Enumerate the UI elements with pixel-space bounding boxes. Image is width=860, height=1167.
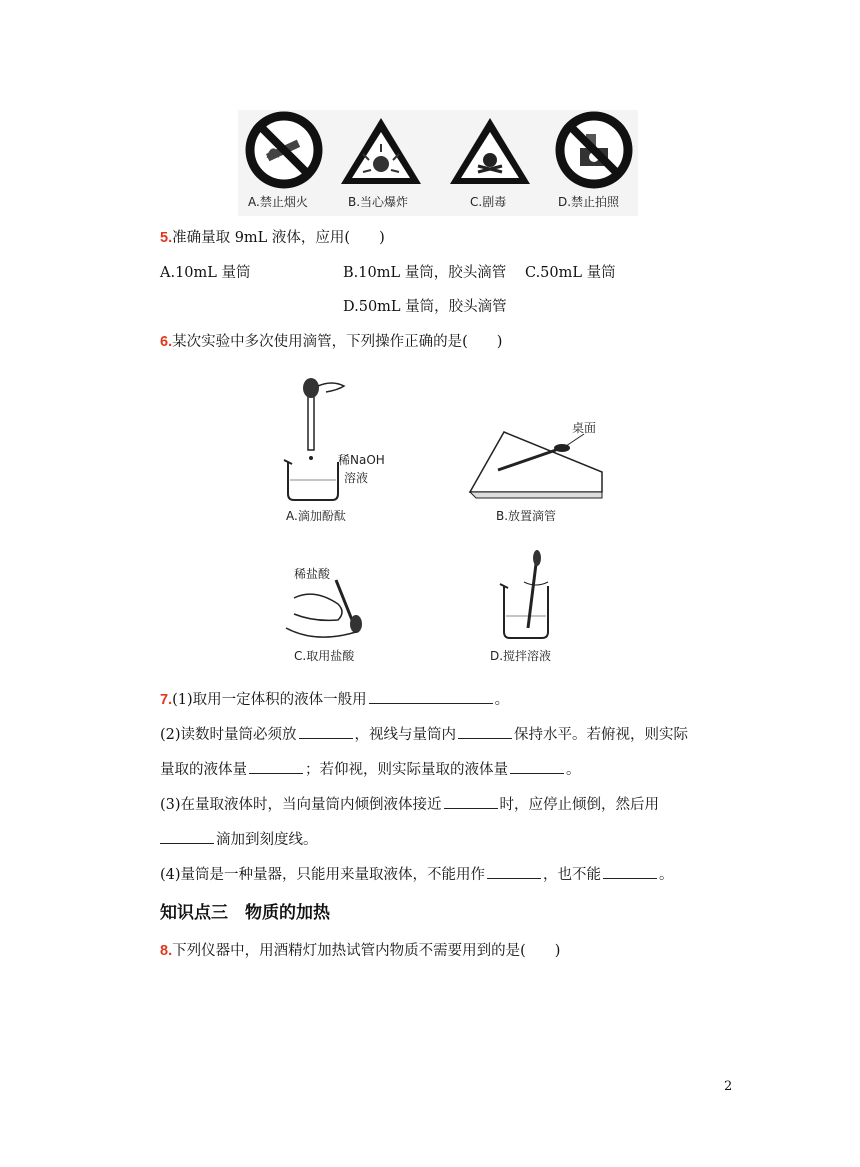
option-c: C.50mL 量筒 xyxy=(525,265,616,281)
question-number: 7. xyxy=(160,692,173,708)
answer-blank[interactable] xyxy=(249,759,303,774)
safety-signs-figure xyxy=(238,110,638,216)
part-2-text-a: (2)读数时量筒必须放 xyxy=(160,727,297,743)
sign-b-label: B.当心爆炸 xyxy=(348,195,409,209)
fig-c-label: C.取用盐酸 xyxy=(294,649,355,663)
option-b: B.10mL 量筒，胶头滴管 xyxy=(343,265,507,281)
fig-d-label: D.搅拌溶液 xyxy=(490,649,552,663)
question-7-part-2-cont xyxy=(160,759,581,780)
answer-blank[interactable] xyxy=(160,829,214,844)
stir-beaker-d-icon xyxy=(500,550,548,638)
option-c-container xyxy=(525,263,616,283)
fig-a-label: A.滴加酚酞 xyxy=(286,509,346,523)
naoh-label-line-2: 溶液 xyxy=(344,471,369,485)
question-6 xyxy=(160,332,502,352)
question-5 xyxy=(160,228,385,248)
question-7-part-1 xyxy=(160,689,509,710)
part-2-text-b: ，视线与量筒内 xyxy=(354,727,457,743)
option-d: D.50mL 量筒，胶头滴管 xyxy=(343,299,507,315)
part-4-text-a: (4)量筒是一种量器，只能用来量取液体，不能用作 xyxy=(160,867,486,883)
question-7-part-2 xyxy=(160,724,688,745)
option-d-container xyxy=(343,297,507,317)
answer-blank[interactable] xyxy=(444,794,498,809)
part-1-text: (1)取用一定体积的液体一般用 xyxy=(172,692,367,708)
hcl-label: 稀盐酸 xyxy=(294,567,331,581)
question-number: 8. xyxy=(160,943,173,959)
question-text: 下列仪器中，用酒精灯加热试管内物质不需要用到的是( ) xyxy=(172,943,561,959)
answer-blank[interactable] xyxy=(299,724,353,739)
option-a: A.10mL 量筒 xyxy=(160,265,251,281)
beaker-dropper-a-icon xyxy=(284,378,344,500)
sign-a-label: A.禁止烟火 xyxy=(248,195,308,209)
question-text: 某次实验中多次使用滴管，下列操作正确的是( ) xyxy=(172,334,503,350)
no-fire-sign-icon xyxy=(250,116,318,184)
question-text: 准确量取 9mL 液体，应用( ) xyxy=(172,230,385,246)
question-number: 5. xyxy=(160,230,173,246)
part-3-text-a: (3)在量取液体时，当向量筒内倾倒液体接近 xyxy=(160,797,442,813)
sign-c-label: C.剧毒 xyxy=(470,195,507,209)
part-2-text-d: 量取的液体量 xyxy=(160,762,247,778)
answer-blank[interactable] xyxy=(603,864,657,879)
sign-d-label: D.禁止拍照 xyxy=(558,195,620,209)
naoh-label-line-1: 稀NaOH xyxy=(338,453,385,467)
part-2-text-c: 保持水平。若俯视，则实际 xyxy=(514,727,689,743)
fig-b-label: B.放置滴管 xyxy=(496,509,557,523)
question-number: 6. xyxy=(160,334,173,350)
answer-blank[interactable] xyxy=(510,759,564,774)
question-8 xyxy=(160,941,560,961)
dropper-operations-figure xyxy=(266,372,606,672)
part-1-end: 。 xyxy=(494,692,510,708)
question-7-part-3 xyxy=(160,794,659,815)
part-2-text-e: ；若仰视，则实际量取的液体量 xyxy=(305,762,508,778)
option-b-container xyxy=(343,263,506,283)
question-7-part-4 xyxy=(160,864,674,885)
part-3-text-c: 滴加到刻度线。 xyxy=(216,832,318,848)
section-heading: 知识点三 物质的加热 xyxy=(160,903,330,923)
dropper-hand-c-icon xyxy=(286,580,362,637)
part-3-text-b: 时，应停止倾倒，然后用 xyxy=(499,797,660,813)
part-2-end: 。 xyxy=(566,762,581,778)
page-number: 2 xyxy=(724,1079,733,1094)
no-photo-sign-icon xyxy=(560,116,628,184)
part-4-text-b: ，也不能 xyxy=(543,867,602,883)
part-4-end: 。 xyxy=(659,867,674,883)
dropper-on-desk-icon xyxy=(470,432,602,498)
desk-label: 桌面 xyxy=(572,421,597,435)
answer-blank[interactable] xyxy=(458,724,512,739)
answer-blank[interactable] xyxy=(369,689,493,704)
question-5-options-row-1 xyxy=(160,263,251,283)
question-7-part-3-cont xyxy=(160,829,318,850)
answer-blank[interactable] xyxy=(487,864,541,879)
